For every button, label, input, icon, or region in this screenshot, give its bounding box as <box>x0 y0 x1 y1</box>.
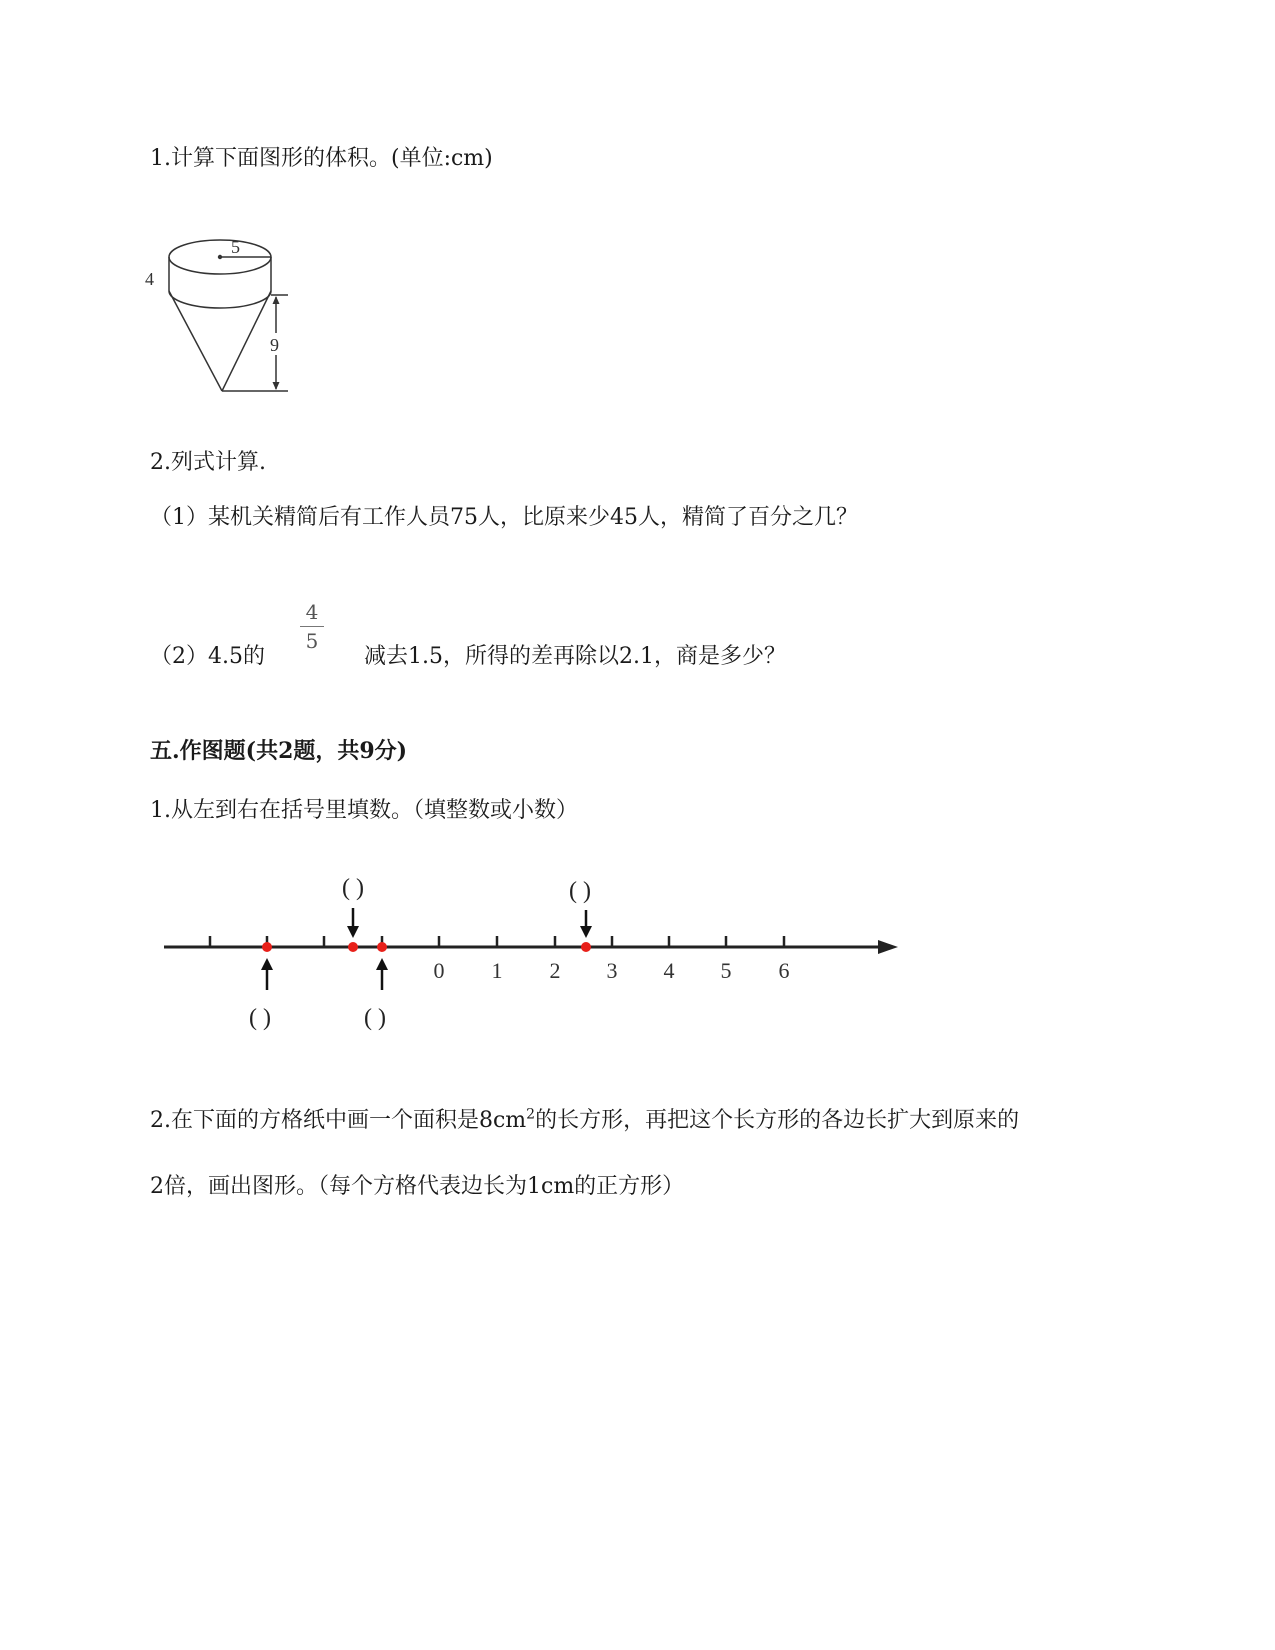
cone-height-label: 9 <box>270 335 279 355</box>
blank-above-b: ( ) <box>342 875 364 901</box>
tick-label-4: 4 <box>663 958 675 983</box>
section5-title: 五.作图题(共2题，共9分) <box>150 738 408 764</box>
axis-arrowhead <box>878 940 898 954</box>
number-line-figure <box>150 870 910 1060</box>
blank-below-a: ( ) <box>249 1005 271 1031</box>
tick-marks <box>210 936 784 947</box>
cylinder-cone-figure <box>140 215 310 415</box>
tick-label-5: 5 <box>720 958 732 983</box>
tick-label-0: 0 <box>433 958 445 983</box>
radius-label: 5 <box>231 237 240 257</box>
q2-part2-prefix: （2）4.5的 <box>150 644 265 669</box>
point-b <box>348 942 358 952</box>
s5-q2-line1 <box>150 1106 1020 1133</box>
blank-below-c: ( ) <box>364 1005 386 1031</box>
s5-q2-line1-after: 的长方形，再把这个长方形的各边长扩大到原来的 <box>535 1108 1020 1133</box>
tick-label-6: 6 <box>778 958 790 983</box>
s5-q2-superscript: 2 <box>526 1106 536 1123</box>
q2-title: 2.列式计算. <box>150 450 266 475</box>
tick-label-1: 1 <box>491 958 503 983</box>
q1-text: 1.计算下面图形的体积。(单位:cm) <box>150 146 493 171</box>
blank-above-d: ( ) <box>569 878 591 904</box>
s5-q2-line1-before: 2.在下面的方格纸中画一个面积是8cm <box>150 1108 527 1133</box>
s5-q1-text: 1.从左到右在括号里填数。（填整数或小数） <box>150 798 578 823</box>
fraction-denominator: 5 <box>305 629 319 653</box>
q2-part1: （1）某机关精简后有工作人员75人，比原来少45人，精简了百分之几？ <box>150 505 858 530</box>
down-arrows <box>353 908 586 930</box>
s5-q2-line2: 2倍，画出图形。（每个方格代表边长为1cm的正方形） <box>150 1174 685 1199</box>
point-a <box>262 942 272 952</box>
tick-label-3: 3 <box>606 958 618 983</box>
q2-part2-suffix: 减去1.5，所得的差再除以2.1，商是多少？ <box>364 644 786 669</box>
fraction-four-fifths <box>300 600 324 653</box>
up-arrows <box>267 966 382 990</box>
tick-label-2: 2 <box>549 958 561 983</box>
fraction-numerator: 4 <box>305 600 319 624</box>
point-d <box>581 942 591 952</box>
point-c <box>377 942 387 952</box>
cylinder-height-label: 4 <box>145 269 154 289</box>
